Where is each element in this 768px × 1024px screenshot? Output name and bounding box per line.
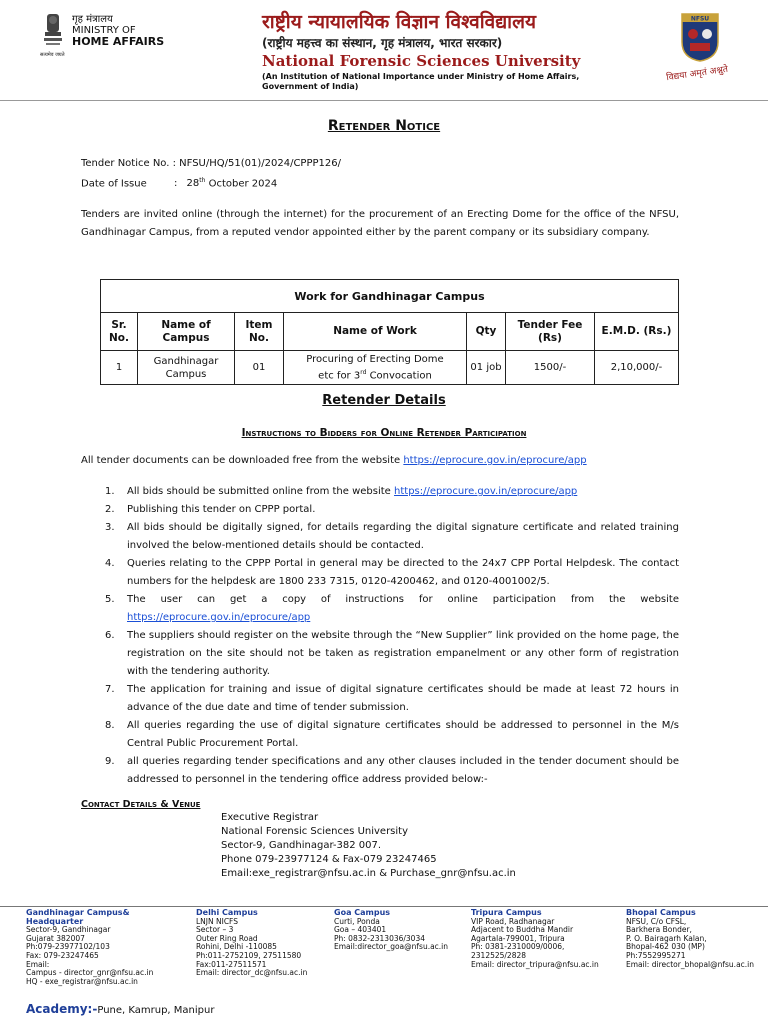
- date-separator: :: [173, 178, 178, 190]
- tender-no-value: NFSU/HQ/51(01)/2024/CPPP126/: [179, 158, 341, 169]
- campus-line: LNJN NICFS: [196, 916, 238, 926]
- cell-fee: 1500/-: [506, 351, 595, 385]
- campus-line: Sector – 3: [196, 925, 234, 935]
- academy-label: Academy:-: [26, 1002, 98, 1016]
- campus-gandhinagar: [26, 909, 166, 986]
- list-item: [96, 717, 679, 753]
- campus-tripura: [471, 909, 623, 969]
- header-emd: E.M.D. (Rs.): [595, 313, 679, 351]
- work-sup: rd: [360, 368, 367, 376]
- nfsu-logo-text: NFSU: [690, 15, 710, 23]
- footer-divider: [0, 906, 768, 907]
- campus-line: Email:director_goa@nfsu.ac.in: [334, 942, 449, 952]
- campus-line: Email: director_dc@nfsu.ac.in: [196, 968, 308, 978]
- cell-work: [284, 351, 467, 385]
- date-rest: October 2024: [208, 178, 278, 190]
- work-line3: Convocation: [366, 370, 432, 382]
- work-line1: Procuring of Erecting Dome: [306, 353, 444, 365]
- contact-line: National Forensic Sciences University: [221, 826, 409, 837]
- campus-line: Email: director_bhopal@nfsu.ac.in: [626, 959, 755, 969]
- campus-line: Gujarat 382007: [26, 933, 85, 943]
- header-tender-fee: Tender Fee (Rs): [506, 313, 595, 351]
- campus-name: Goa Campus: [334, 908, 391, 917]
- download-line: [81, 455, 587, 466]
- academy-line: [26, 1002, 214, 1016]
- university-subtitle-english: (An Institution of National Importance under Ministry of Home Affairs, Government of India): [262, 72, 580, 91]
- nfsu-logo-icon: [680, 12, 720, 62]
- item-text: All bids should be digitally signed, for details regarding the digital signature certificate and related training involved the below-mentioned details should be contacted.: [127, 522, 679, 551]
- date-suffix: th: [199, 177, 206, 184]
- contact-block: [221, 811, 516, 881]
- university-subtitle-hindi: (राष्ट्रीय महत्त्व का संस्थान, गृह मंत्रालय, भारत सरकार): [262, 36, 503, 50]
- table-caption: Work for Gandhinagar Campus: [101, 280, 679, 313]
- item-text: all queries regarding tender specifications and any other clauses included in the tender document should be addressed to personnel in the tendering office address provided below:-: [127, 756, 679, 785]
- list-item: [96, 519, 679, 555]
- item-text: Queries relating to the CPPP Portal in general may be directed to the 24x7 CPP Portal Helpdesk. The contact numbers for the helpdesk are 1800 233 7315, 0120-4200462, and 0120-4001002/5.: [127, 558, 679, 587]
- item-number: 5.: [105, 594, 115, 605]
- instructions-title: Instructions to Bidders for Online Retender Participation: [241, 427, 527, 439]
- cell-emd: 2,10,000/-: [595, 351, 679, 385]
- cell-sr: 1: [101, 351, 138, 385]
- campus-name: Tripura Campus: [471, 908, 542, 917]
- ministry-line2: HOME AFFAIRS: [72, 35, 165, 48]
- date-label: Date of Issue: [81, 178, 147, 190]
- contact-line: Executive Registrar: [221, 812, 319, 823]
- work-table: [100, 279, 679, 385]
- campus-line: Barkhera Bonder,: [626, 925, 692, 935]
- campus-line: Ph:011-2752109, 27511580: [196, 950, 302, 960]
- campus-line: Rohini, Delhi -110085: [196, 942, 277, 952]
- eprocure-link[interactable]: https://eprocure.gov.in/eprocure/app: [403, 455, 587, 466]
- item-number: 9.: [105, 756, 115, 767]
- list-item: [96, 591, 679, 627]
- campus-line: Bhopal-462 030 (MP): [626, 942, 705, 952]
- campus-line: Agartala-799001, Tripura: [471, 933, 565, 943]
- page-title: Retender Notice: [327, 118, 441, 134]
- campus-line: Fax:011-27511571: [196, 959, 267, 969]
- item-text: The application for training and issue of digital signature certificates should be made at least 72 hours in advance of the due date and time of tender submission.: [127, 684, 679, 713]
- header-item-no: Item No.: [235, 313, 284, 351]
- emblem-motto: सत्यमेव जयते: [40, 52, 65, 58]
- header-work: Name of Work: [284, 313, 467, 351]
- contact-title: Contact Details & Venue: [81, 799, 201, 810]
- header-campus: Name of Campus: [138, 313, 235, 351]
- table-row: [101, 351, 679, 385]
- campus-line: NFSU, C/o CFSL,: [626, 916, 687, 926]
- campus-line: Ph: 0381-2310009/0006,: [471, 942, 565, 952]
- university-name-hindi: राष्ट्रीय न्यायालयिक विज्ञान विश्वविद्यालय: [262, 11, 537, 33]
- item-text: The user can get a copy of instructions for online participation from the website: [127, 594, 679, 605]
- campus-line: Curti, Ponda: [334, 916, 380, 926]
- header-sr-no: Sr. No.: [101, 313, 138, 351]
- header-divider: [0, 100, 768, 101]
- campus-line: Sector-9, Gandhinagar: [26, 925, 111, 935]
- item-number: 6.: [105, 630, 115, 641]
- list-item: [96, 501, 679, 519]
- date-day: 28: [186, 178, 200, 190]
- item-number: 3.: [105, 522, 115, 533]
- item-text: The suppliers should register on the website through the “New Supplier” link provided on the home page, the registration on the site should not be taken as registration empanelment or any other form of registration with the tendering authority.: [127, 630, 679, 677]
- campus-line: 2312525/2828: [471, 950, 527, 960]
- item-number: 1.: [105, 486, 115, 497]
- retender-details-title: Retender Details: [322, 393, 446, 408]
- campus-line: Fax: 079-23247465: [26, 950, 99, 960]
- list-item: [96, 681, 679, 717]
- item-text: All queries regarding the use of digital signature certificates should be addressed to personnel in the M/s Central Public Procurement Portal.: [127, 720, 679, 749]
- tender-no-label: Tender Notice No. :: [81, 158, 176, 169]
- ministry-hindi: गृह मंत्रालय: [72, 14, 113, 25]
- work-line2: etc for 3: [318, 370, 361, 382]
- academy-locations: Pune, Kamrup, Manipur: [97, 1005, 215, 1016]
- instructions-list: [96, 483, 679, 789]
- contact-line: Phone 079-23977124 & Fax-079 23247465: [221, 854, 437, 865]
- item-number: 8.: [105, 720, 115, 731]
- university-name-english: National Forensic Sciences University: [262, 52, 581, 70]
- nfsu-motto: विद्यया अमृतं अश्नुते: [665, 64, 729, 84]
- eprocure-link[interactable]: https://eprocure.gov.in/eprocure/app: [394, 486, 578, 497]
- campus-name: Gandhinagar Campus& Headquarter: [26, 908, 130, 926]
- list-item: [96, 555, 679, 591]
- item-number: 7.: [105, 684, 115, 695]
- contact-line: Sector-9, Gandhinagar-382 007.: [221, 840, 382, 851]
- campus-delhi: [196, 909, 330, 978]
- item-text: Publishing this tender on CPPP portal.: [127, 504, 316, 515]
- list-item: [96, 483, 679, 501]
- tender-notice-number: [81, 158, 341, 169]
- national-emblem-icon: [42, 12, 64, 52]
- list-item: [96, 753, 679, 789]
- item-number: 4.: [105, 558, 115, 569]
- list-item: [96, 627, 679, 681]
- campus-line: Ph: 0832-2313036/3034: [334, 933, 425, 943]
- campus-line: Campus - director_gnr@nfsu.ac.in: [26, 968, 154, 978]
- campus-line: Ph:079-23977102/103: [26, 942, 110, 952]
- item-text: All bids should be submitted online from the website: [127, 486, 395, 497]
- campus-goa: [334, 909, 468, 952]
- date-of-issue: [81, 177, 277, 189]
- campus-line: Email: director_tripura@nfsu.ac.in: [471, 959, 599, 969]
- header-qty: Qty: [467, 313, 506, 351]
- contact-line: Email:exe_registrar@nfsu.ac.in & Purchase_gnr@nfsu.ac.in: [221, 868, 516, 879]
- eprocure-link[interactable]: https://eprocure.gov.in/eprocure/app: [127, 612, 311, 623]
- campus-line: VIP Road, Radhanagar: [471, 916, 555, 926]
- campus-name: Bhopal Campus: [626, 908, 696, 917]
- download-text: All tender documents can be downloaded free from the website: [81, 455, 404, 466]
- campus-line: Ph:7552995271: [626, 950, 686, 960]
- ministry-line1: MINISTRY OF: [72, 25, 136, 36]
- cell-campus: Gandhinagar Campus: [138, 351, 235, 385]
- item-number: 2.: [105, 504, 115, 515]
- campus-line: Adjacent to Buddha Mandir: [471, 925, 574, 935]
- campus-line: Goa – 403401: [334, 925, 387, 935]
- campus-bhopal: [626, 909, 766, 969]
- cell-qty: 01 job: [467, 351, 506, 385]
- campus-line: HQ - exe_registrar@nfsu.ac.in: [26, 976, 138, 986]
- campus-line: Email:: [26, 959, 50, 969]
- campus-name: Delhi Campus: [196, 908, 258, 917]
- cell-item: 01: [235, 351, 284, 385]
- campus-line: Outer Ring Road: [196, 933, 258, 943]
- intro-paragraph: Tenders are invited online (through the internet) for the procurement of an Erecting Dome for the office of the NFSU, Gandhinagar Campus, from a reputed vendor appointed either by the parent company or its subsidiary company.: [81, 209, 679, 238]
- ministry-label: [72, 14, 164, 47]
- campus-line: P. O. Bairagarh Kalan,: [626, 933, 707, 943]
